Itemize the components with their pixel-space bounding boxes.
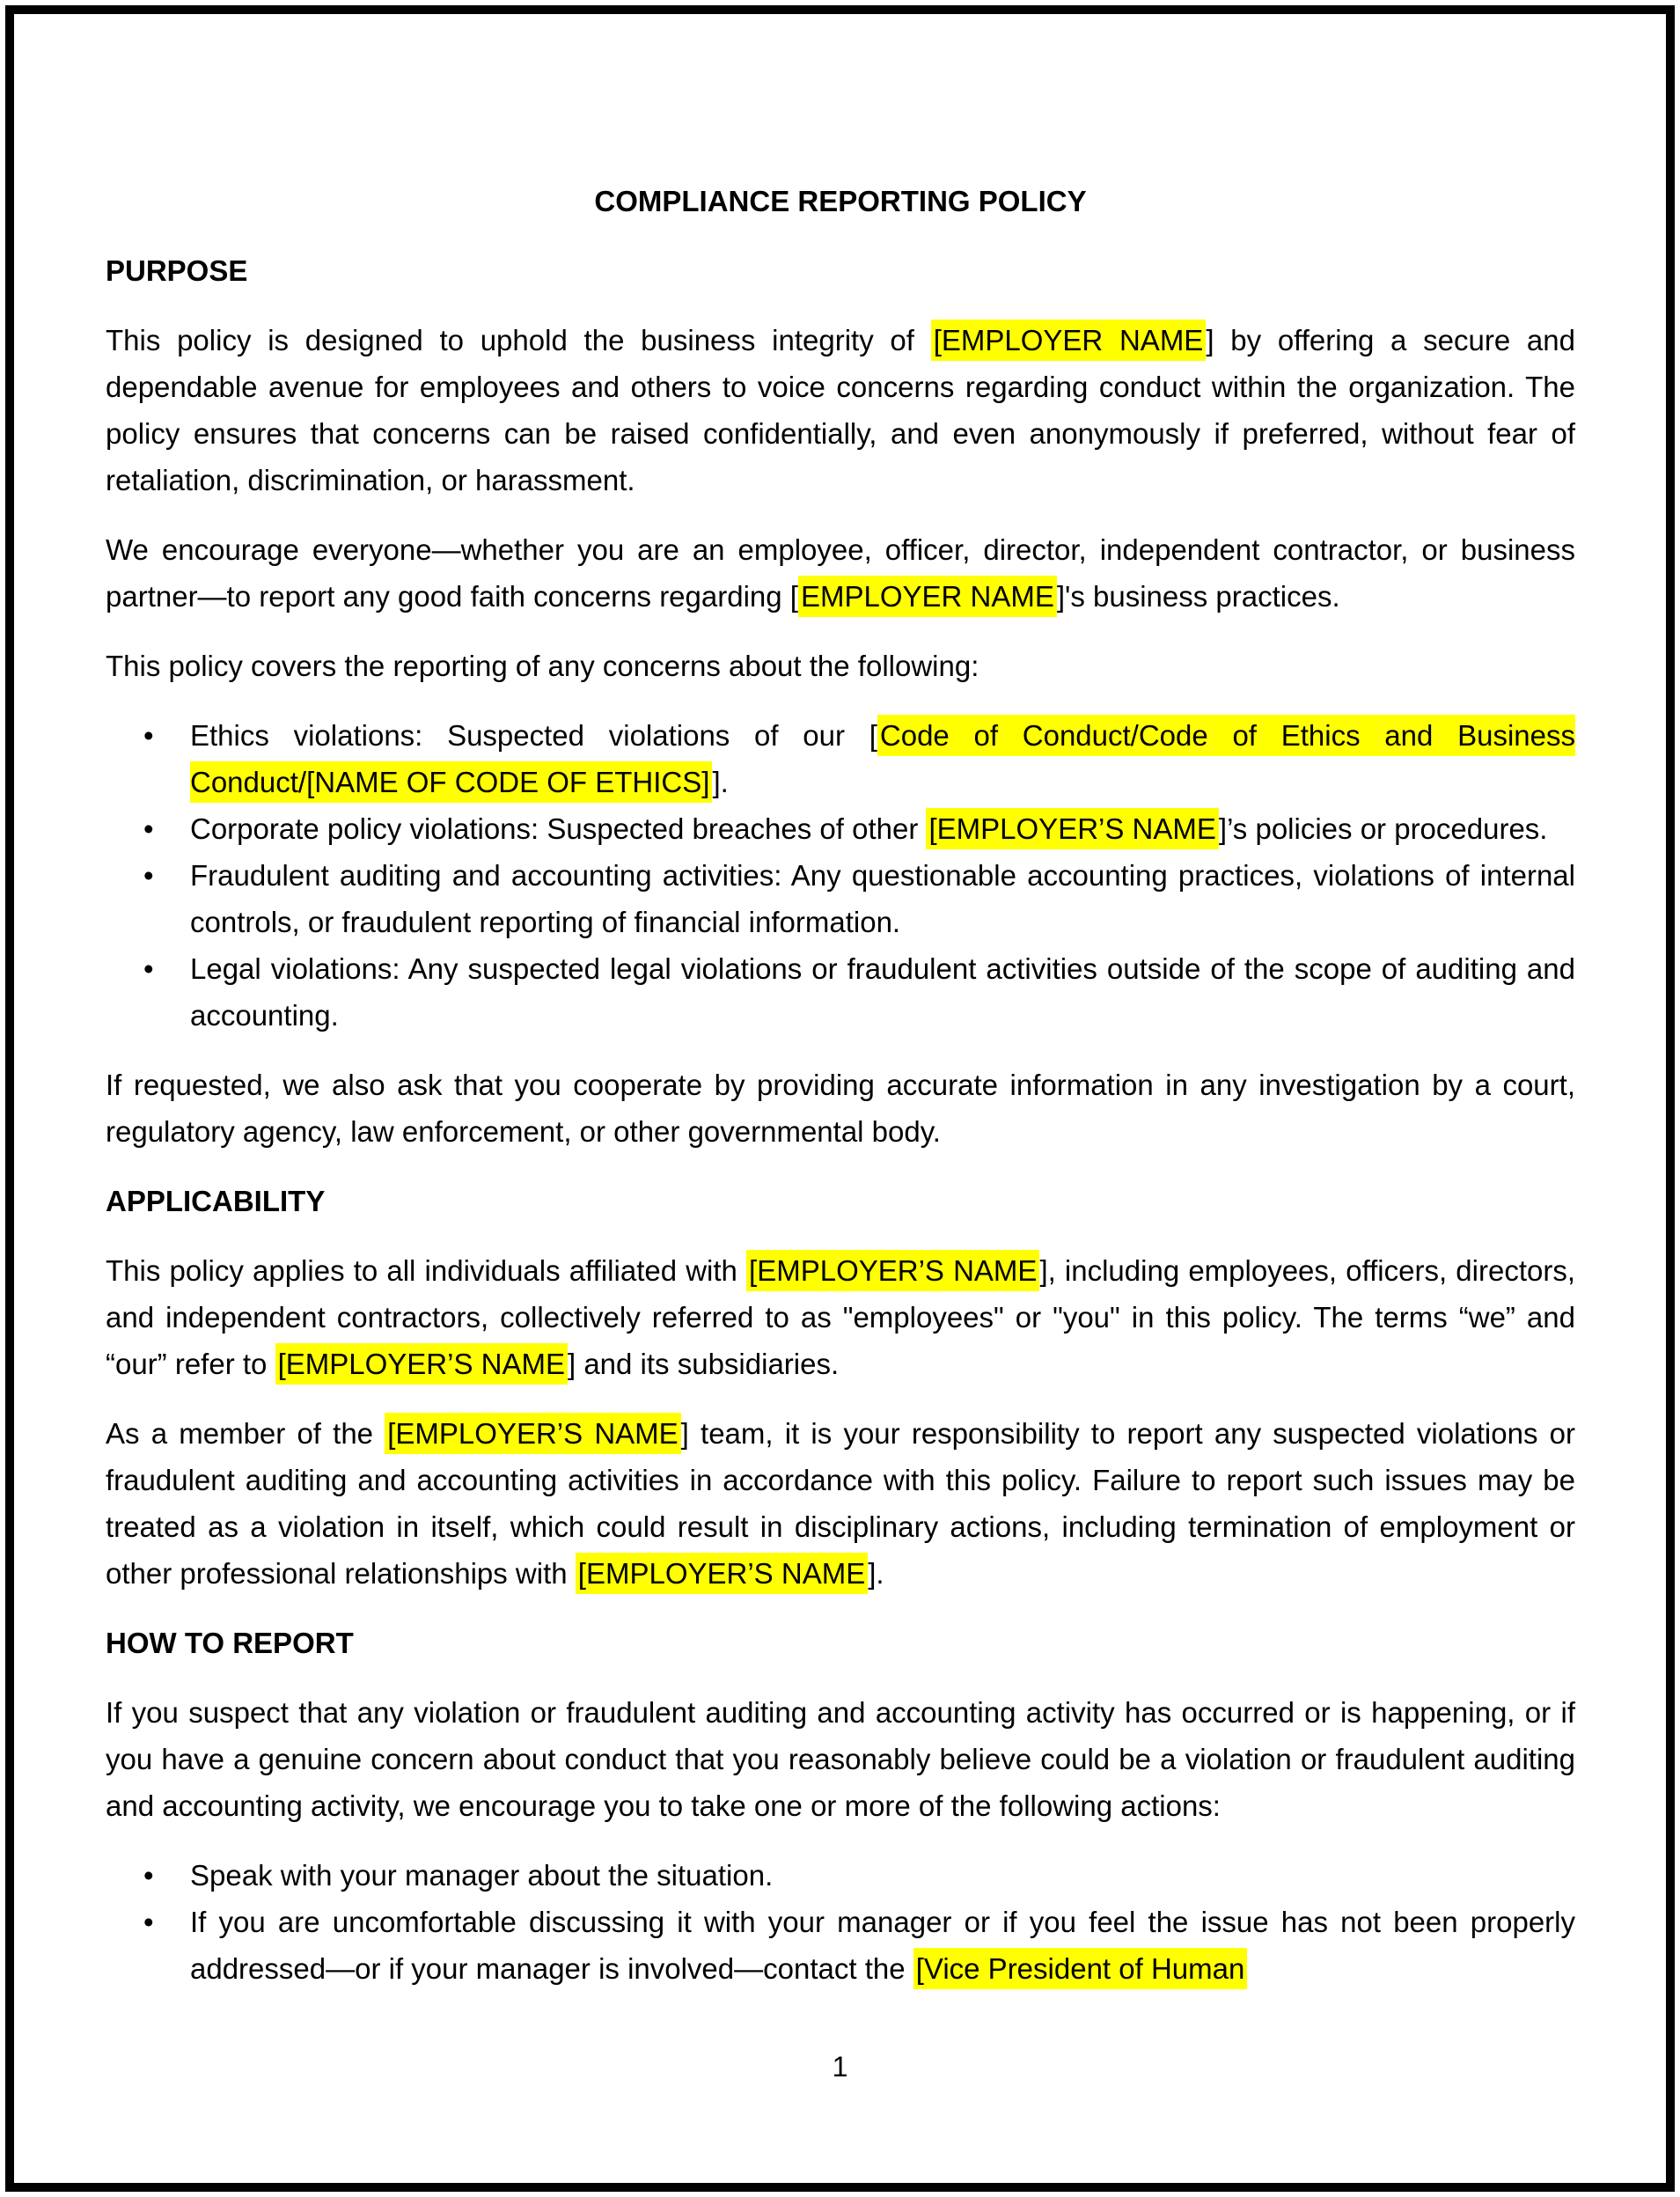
text-run: If you are uncomfortable discussing it with your manager or if you feel the issue has not been properly addressed—or if your manager is involved—contact the bbox=[190, 1906, 1575, 1985]
highlighted-text: [EMPLOYER’S NAME bbox=[576, 1553, 868, 1594]
section-heading: PURPOSE bbox=[106, 254, 248, 287]
text-run: If you suspect that any violation or fraudulent auditing and accounting activity has occurred or is happening, or if you have a genuine concern about conduct that you reasonably believe could be a violation or fraudulent auditing and accounting activity, we encourage you to take one or more of the following actions: bbox=[106, 1696, 1575, 1822]
text-run: If requested, we also ask that you cooperate by providing accurate information in any investigation by a court, regulatory agency, law enforcement, or other governmental body. bbox=[106, 1069, 1575, 1148]
text-run: This policy covers the reporting of any concerns about the following: bbox=[106, 650, 979, 682]
paragraph bbox=[106, 643, 1575, 689]
list-item bbox=[190, 712, 1575, 805]
page-number: 1 bbox=[832, 2051, 848, 2083]
bullet-list bbox=[106, 1852, 1575, 1992]
section-heading: APPLICABILITY bbox=[106, 1185, 326, 1217]
text-run: Speak with your manager about the situation. bbox=[190, 1859, 774, 1892]
text-run: ] by offering a secure and dependable avenue for employees and others to voice concerns regarding conduct within the organization. The policy ensures that concerns can be raised confidentially, and even anonymously if preferred, without fear of retaliation, discrimination, or harassment. bbox=[106, 324, 1575, 496]
text-run: We encourage everyone—whether you are an employee, officer, director, independent contractor, or business partner—to report any good faith concerns regarding [ bbox=[106, 533, 1575, 613]
paragraph bbox=[106, 317, 1575, 503]
bullet-list bbox=[106, 712, 1575, 1039]
text-run: Corporate policy violations: Suspected breaches of other bbox=[190, 812, 927, 845]
text-run: Ethics violations: Suspected violations of our [ bbox=[190, 719, 877, 752]
paragraph bbox=[106, 1689, 1575, 1829]
paragraph bbox=[106, 1247, 1575, 1387]
list-item bbox=[190, 945, 1575, 1039]
text-run: As a member of the bbox=[106, 1417, 385, 1450]
page-border bbox=[5, 5, 1675, 2192]
highlighted-text: [EMPLOYER’S NAME bbox=[926, 808, 1218, 849]
list-item bbox=[190, 1899, 1575, 1992]
document-body bbox=[106, 247, 1575, 1992]
paragraph bbox=[106, 1410, 1575, 1597]
text-run: ]’s policies or procedures. bbox=[1218, 812, 1548, 845]
highlighted-text: EMPLOYER NAME bbox=[798, 576, 1057, 617]
text-run: Fraudulent auditing and accounting activities: Any questionable accounting practices, violations of internal controls, or fraudulent reporting of financial information. bbox=[190, 859, 1575, 938]
highlighted-text: [EMPLOYER NAME bbox=[931, 320, 1207, 361]
highlighted-text: [Vice President of Human bbox=[913, 1948, 1248, 1989]
text-run: ]. bbox=[868, 1557, 884, 1590]
list-item bbox=[190, 852, 1575, 945]
text-run: ]'s business practices. bbox=[1056, 580, 1340, 613]
document-title: COMPLIANCE REPORTING POLICY bbox=[594, 185, 1087, 217]
text-run: ] team, it is your responsibility to report any suspected violations or fraudulent auditing and accounting activities in accordance with this policy. Failure to report such issues may be treated as a violation in itself, which could result in disciplinary actions, including termination of employment or other professional relationships with bbox=[106, 1417, 1575, 1590]
page-content bbox=[14, 14, 1666, 1992]
section-heading: HOW TO REPORT bbox=[106, 1627, 354, 1659]
highlighted-text: [EMPLOYER’S NAME bbox=[746, 1250, 1039, 1291]
highlighted-text: Code of Conduct/Code of Ethics and Business Conduct/[NAME OF CODE OF ETHICS] bbox=[190, 715, 1575, 803]
text-run: ]. bbox=[712, 766, 729, 798]
highlighted-text: [EMPLOYER’S NAME bbox=[275, 1343, 568, 1385]
text-run: Legal violations: Any suspected legal violations or fraudulent activities outside of the scope of auditing and accounting. bbox=[190, 952, 1575, 1032]
text-run: This policy applies to all individuals affiliated with bbox=[106, 1254, 747, 1287]
text-run: ], including employees, officers, directors, and independent contractors, collectively referred to as "employees" or "you" in this policy. The terms “we” and “our” refer to bbox=[106, 1254, 1575, 1380]
list-item bbox=[190, 1852, 1575, 1899]
paragraph bbox=[106, 526, 1575, 620]
highlighted-text: [EMPLOYER’S NAME bbox=[385, 1413, 680, 1454]
text-run: This policy is designed to uphold the business integrity of bbox=[106, 324, 931, 356]
list-item bbox=[190, 805, 1575, 852]
paragraph bbox=[106, 1062, 1575, 1155]
text-run: ] and its subsidiaries. bbox=[567, 1348, 840, 1380]
